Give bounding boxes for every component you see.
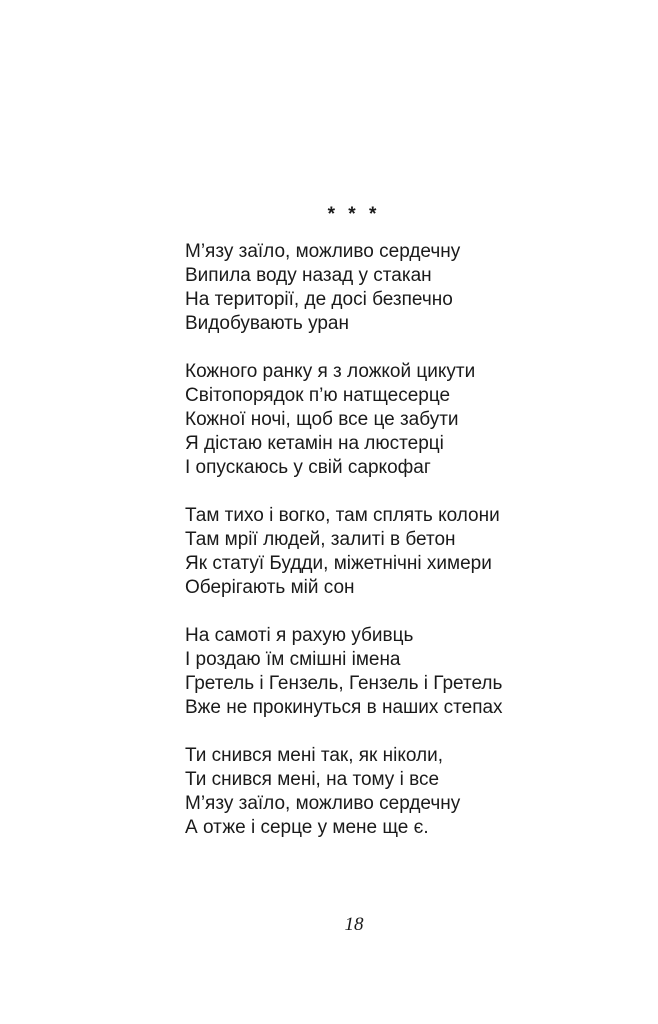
poem-line: А отже і серце у мене ще є.	[185, 817, 429, 838]
poem-line: М’язу заїло, можливо сердечну	[185, 241, 461, 262]
poem-line: На території, де досі безпечно	[185, 289, 453, 310]
poem-line: Кожного ранку я з ложкой цикути	[185, 361, 476, 382]
poem-line: Кожної ночі, щоб все це забути	[185, 409, 459, 430]
poem-line: І роздаю їм смішні імена	[185, 649, 401, 670]
stanza-4	[185, 624, 503, 720]
poem-line: М’язу заїло, можливо сердечну	[185, 793, 461, 814]
poem-line: Як статуї Будди, міжетнічні химери	[185, 553, 492, 574]
poem-line: Випила воду назад у стакан	[185, 265, 432, 286]
stanza-1	[185, 240, 503, 336]
page-number: 18	[344, 914, 364, 935]
poem-line: Гретель і Гензель, Гензель і Гретель	[185, 673, 503, 694]
poem-line: Там мрії людей, залиті в бетон	[185, 529, 456, 550]
poem-line: Оберігають мій сон	[185, 577, 355, 598]
stanza-5	[185, 744, 503, 840]
poem-line: Вже не прокинуться в наших степах	[185, 697, 503, 718]
stanza-2	[185, 360, 503, 480]
poem	[185, 240, 503, 864]
stanza-3	[185, 504, 503, 600]
poem-line: Видобувають уран	[185, 313, 349, 334]
poem-line: На самоті я рахую убивць	[185, 625, 414, 646]
poem-line: І опускаюсь у свій саркофаг	[185, 457, 431, 478]
poem-line: Світопорядок п’ю натщесерце	[185, 385, 451, 406]
poem-line: Ти снився мені так, як ніколи,	[185, 745, 444, 766]
poem-line: Я дістаю кетамін на люстерці	[185, 433, 444, 454]
poem-line: Ти снився мені, на тому і все	[185, 769, 440, 790]
poem-line: Там тихо і вогко, там сплять колони	[185, 505, 500, 526]
section-separator: * * *	[327, 204, 381, 225]
